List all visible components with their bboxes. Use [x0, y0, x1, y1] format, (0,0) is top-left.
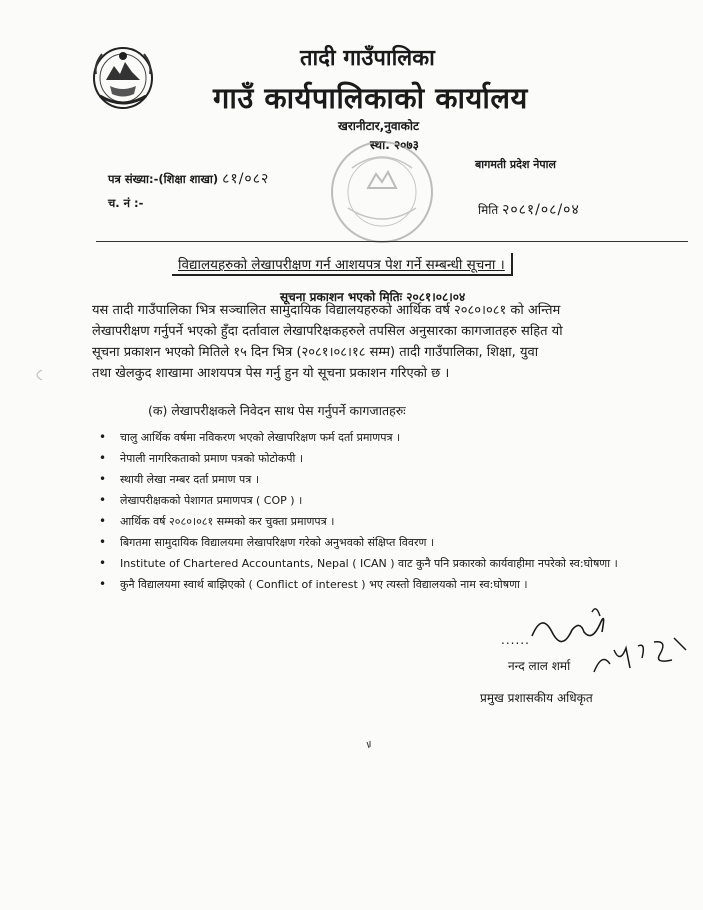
- requirements-list: [92, 427, 652, 595]
- letter-date: [478, 200, 580, 219]
- municipality-name: तादी गाउँपालिका: [300, 46, 435, 71]
- list-item: • कुनै विद्यालयमा स्वार्थ बाझिएको ( Conflict of interest ) भए त्यस्तो विद्यालयको नाम स्व:घोषणा ।: [92, 574, 652, 595]
- bullet-icon: •: [99, 514, 107, 528]
- reference-label: पत्र संख्या:-(शिक्षा शाखा): [108, 172, 219, 186]
- office-stamp: [328, 138, 436, 246]
- notice-subject: विद्यालयहरुको लेखापरीक्षण गर्न आशयपत्र पेश गर्ने सम्बन्धी सूचना ।: [172, 253, 513, 276]
- date-label: मिति: [478, 203, 499, 217]
- paragraph-line: सूचना प्रकाशन भएको मितिले १५ दिन भित्र (२०८१।०८।१८ सम्म) तादी गाउँपालिका, शिक्षा, युवा: [92, 345, 539, 360]
- established-year: स्था. २०७३: [370, 138, 419, 152]
- list-item: • आर्थिक वर्ष २०८०।०८१ सम्मको कर चुक्ता प्रमाणपत्र ।: [92, 511, 652, 532]
- list-item: • Institute of Chartered Accountants, Nepal ( ICAN ) वाट कुनै पनि प्रकारको कार्यवाहीमा नपरेको स्व:घोषणा ।: [92, 553, 652, 574]
- bullet-icon: •: [99, 556, 107, 570]
- header-divider: [96, 241, 688, 242]
- list-item: • चालु आर्थिक वर्षमा नविकरण भएको लेखापरिक्षण फर्म दर्ता प्रमाणपत्र ।: [92, 427, 652, 448]
- paragraph-line: लेखापरीक्षण गर्नुपर्ने भएको हुँदा दर्तावाल लेखापरिक्षकहरुले तपसिल अनुसारका कागजातहरु सहित यो: [92, 324, 563, 339]
- publish-date: सूचना प्रकाशन भएको मितिः २०८१।०८।०४: [280, 290, 466, 304]
- tick-mark-icon: [365, 741, 373, 749]
- list-item: • स्थायी लेखा नम्बर दर्ता प्रमाण पत्र ।: [92, 469, 652, 490]
- signatory-name: नन्द लाल शर्मा: [508, 659, 571, 673]
- paragraph-line: तथा खेलकुद शाखामा आशयपत्र पेस गर्नु हुन यो सूचना प्रकाशन गरिएको छ ।: [92, 366, 450, 381]
- bullet-icon: •: [99, 472, 107, 486]
- bullet-icon: •: [99, 451, 107, 465]
- requirements-heading: (क) लेखापरीक्षकले निवेदन साथ पेस गर्नुपर्ने कागजातहरुः: [148, 403, 406, 418]
- date-value: २०८१/०८/०४: [502, 202, 580, 218]
- signature-line: ......: [501, 633, 530, 647]
- province-name: बागमती प्रदेश नेपाल: [475, 158, 556, 171]
- reference-number: [108, 169, 269, 188]
- office-address: खरानीटार,नुवाकोट: [338, 119, 420, 133]
- list-item: • बिगतमा सामुदायिक विद्यालयमा लेखापरिक्षण गरेको अनुभवको संक्षिप्त विवरण ।: [92, 532, 652, 553]
- office-name: गाउँ कार्यपालिकाको कार्यालय: [213, 81, 528, 115]
- signatory-designation: प्रमुख प्रशासकीय अधिकृत: [480, 691, 593, 705]
- list-item: • लेखापरीक्षकको पेशागत प्रमाणपत्र ( COP ) ।: [92, 490, 652, 511]
- notice-paragraph: [92, 300, 610, 384]
- paper-fold-mark: [30, 368, 44, 382]
- bullet-icon: •: [99, 577, 107, 591]
- dispatch-number-label: च. नं :-: [108, 196, 144, 210]
- bullet-icon: •: [99, 493, 107, 507]
- nepal-emblem-logo: [92, 44, 154, 110]
- paragraph-line: यस तादी गाउँपालिका भित्र सञ्चालित सामुदायिक विद्यालयहरुको आर्थिक वर्ष २०८०।०८१ को अन्तिम: [92, 303, 561, 318]
- reference-value: ८१/०८२: [222, 171, 270, 187]
- bullet-icon: •: [99, 430, 107, 444]
- bullet-icon: •: [99, 535, 107, 549]
- list-item: • नेपाली नागरिकताको प्रमाण पत्रको फोटोकपी ।: [92, 448, 652, 469]
